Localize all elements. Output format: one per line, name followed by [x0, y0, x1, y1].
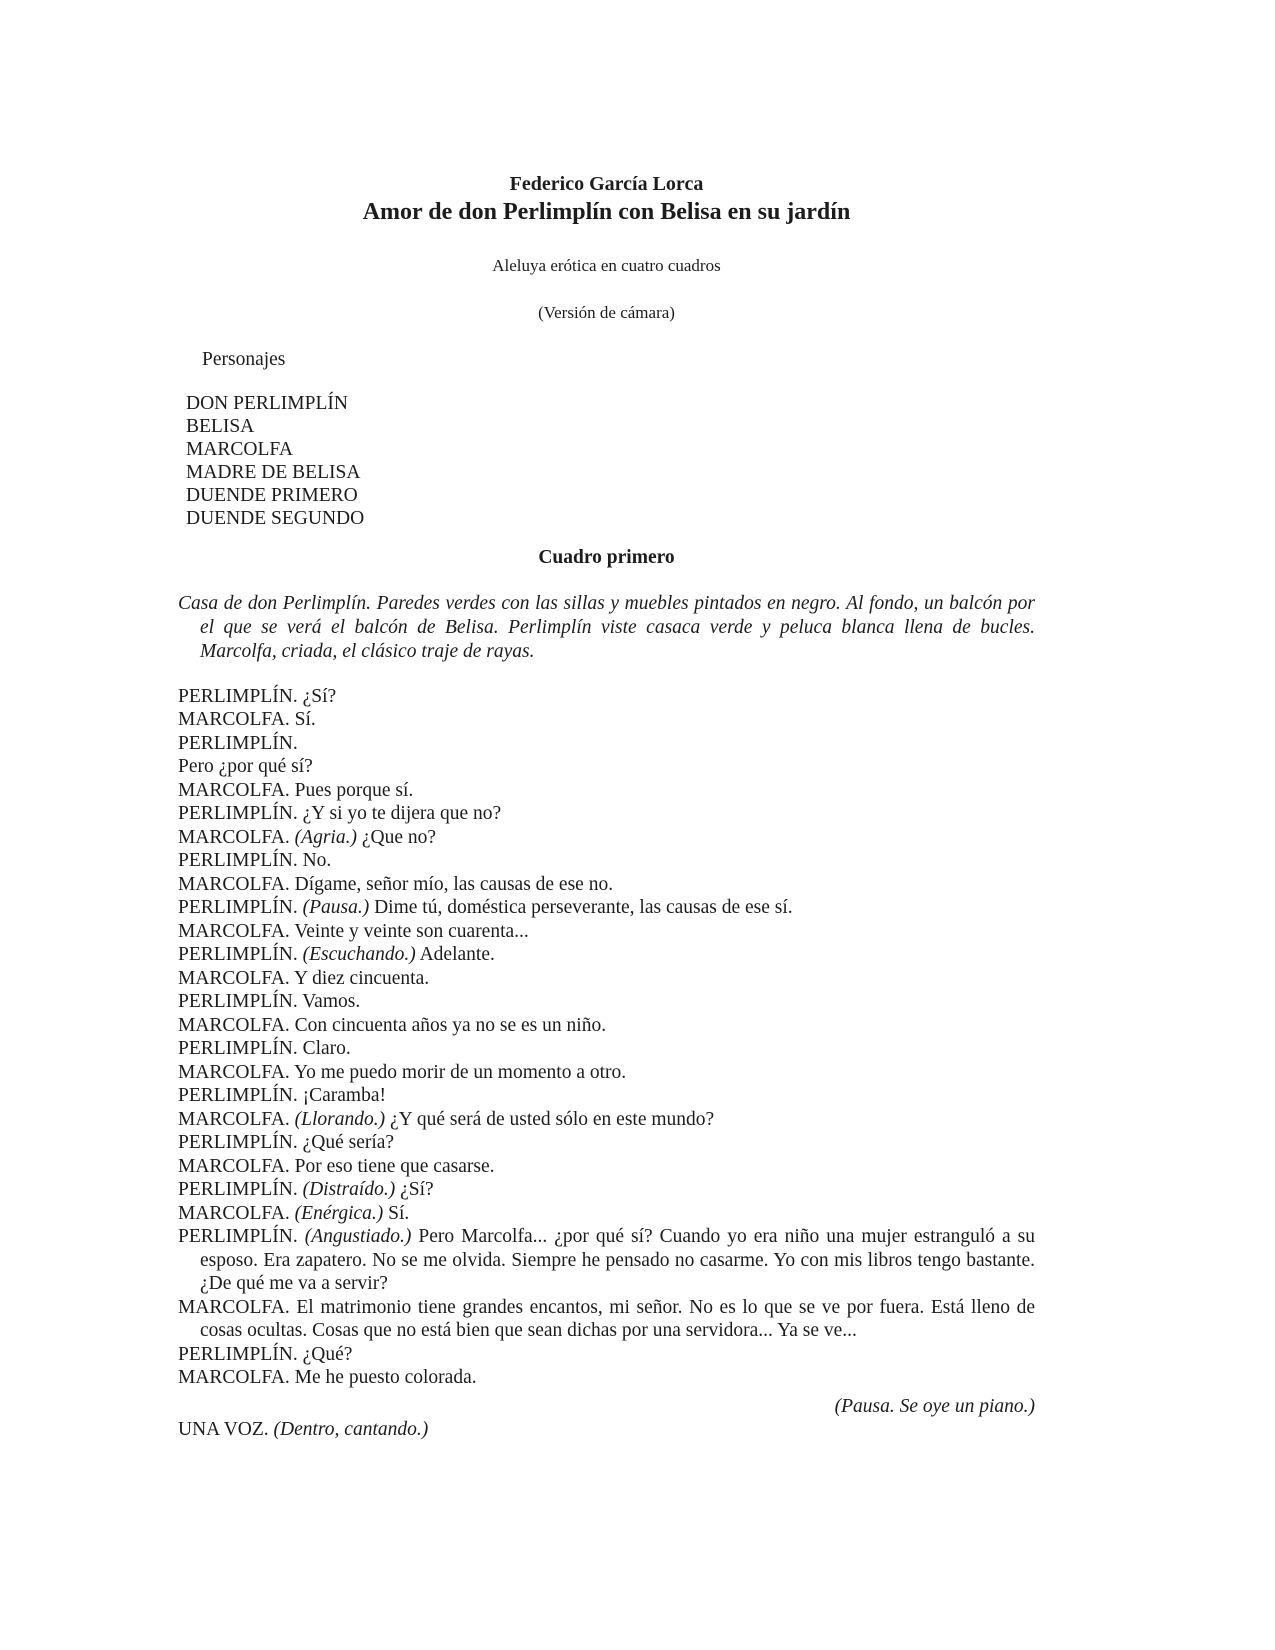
dialogue-speaker: PERLIMPLÍN. [178, 1226, 298, 1247]
dialogue-speaker: PERLIMPLÍN. [178, 1038, 298, 1059]
dialogue-text: Y diez cincuenta. [293, 967, 430, 989]
stage-direction: Casa de don Perlimplín. Paredes verdes con las sillas y muebles pintados en negro. Al fondo, un balcón por el que se verá el balcón de Belisa. Perlimplín viste casaca verde y peluca blanca llena de bucles. Marcolfa, criada, el clásico traje de rayas. [178, 592, 1035, 662]
dialogue-direction: (Distraído.) [302, 1179, 396, 1200]
version-note: (Versión de cámara) [538, 303, 675, 322]
dialogue-direction: (Enérgica.) [294, 1202, 384, 1224]
dialogue-speaker: MARCOLFA. [178, 873, 290, 895]
character-name: MADRE DE BELISA [186, 461, 361, 483]
dialogue-line [178, 1202, 1035, 1226]
dialogue-text: Sí. [388, 1202, 410, 1224]
dialogue-line [178, 1084, 1035, 1108]
dialogue-text: El matrimonio tiene grandes encantos, mi señor. No es lo que se ve por fuera. Está lleno de cosas ocultas. Cosas que no está bien que sean dichas por una servidora... Ya se ve... [200, 1296, 1035, 1341]
dialogue-speaker: PERLIMPLÍN. [178, 803, 298, 824]
dialogue-line [178, 1131, 1035, 1155]
dialogue-text: Me he puesto colorada. [294, 1367, 477, 1388]
dialogue-line [178, 1343, 1035, 1367]
dialogue-speaker: PERLIMPLÍN. [178, 1179, 298, 1200]
dialogue-text: ¿Y qué será de usted sólo en este mundo? [390, 1108, 715, 1130]
dialogue-speaker: MARCOLFA. [178, 1367, 290, 1388]
dialogue-text: Claro. [302, 1038, 351, 1059]
dialogue-speaker: MARCOLFA. [178, 1155, 290, 1177]
dialogue-direction: (Agria.) [294, 826, 357, 848]
dialogue-line [178, 849, 1035, 873]
dialogue-direction: (Llorando.) [294, 1108, 386, 1130]
dialogue-line [178, 708, 1035, 732]
dialogue-speaker: PERLIMPLÍN. [178, 897, 298, 918]
dialogue-line [178, 1225, 1035, 1296]
dialogue-line [178, 1037, 1035, 1061]
dialogue-text: Dime tú, doméstica perseverante, las causas de ese sí. [374, 897, 793, 918]
character-name: BELISA [186, 415, 255, 437]
dialogue-speaker: MARCOLFA. [178, 1014, 290, 1036]
dialogue-speaker: MARCOLFA. [178, 967, 290, 989]
character-name: DUENDE SEGUNDO [186, 507, 365, 529]
dialogue-line [178, 967, 1035, 991]
dialogue-speaker: PERLIMPLÍN. [178, 991, 298, 1012]
dialogue-text: Vamos. [302, 991, 361, 1012]
dialogue-speaker: MARCOLFA. [178, 1296, 290, 1318]
dialogue-line [178, 1108, 1035, 1132]
dialogue-line [178, 802, 1035, 826]
dialogue-line [178, 873, 1035, 897]
dialogue-speaker: PERLIMPLÍN. [178, 944, 298, 965]
dialogue-line [178, 943, 1035, 967]
dialogue-line [178, 896, 1035, 920]
character-name: DUENDE PRIMERO [186, 484, 358, 506]
dialogue-text: Dígame, señor mío, las causas de ese no. [294, 873, 614, 895]
pause-note [178, 1395, 1035, 1419]
dialogue-speaker: UNA VOZ. [178, 1419, 269, 1440]
dialogue-line [178, 1155, 1035, 1179]
dialogue-text: No. [302, 850, 332, 871]
dialogue-speaker: MARCOLFA. [178, 709, 290, 730]
dialogue-text: ¡Caramba! [302, 1085, 386, 1106]
dialogue-text: Pero Marcolfa... ¿por qué sí? Cuando yo era niño una mujer estranguló a su esposo. Era zapatero. No se me olvida. Siempre he pensado no casarme. Yo con mis libros tengo bastante. ¿De qué me va a servir? [200, 1226, 1036, 1294]
dialogue-text: Por eso tiene que casarse. [294, 1155, 495, 1177]
dialogue-line [178, 826, 1035, 850]
dialogue-line [178, 990, 1035, 1014]
dialogue-section [178, 685, 1035, 1442]
dialogue-text: ¿Y si yo te dijera que no? [302, 803, 502, 824]
characters-list [178, 392, 1035, 530]
characters-heading: Personajes [202, 349, 286, 370]
dialogue-text: Veinte y veinte son cuarenta... [294, 920, 529, 942]
dialogue-text: Con cincuenta años ya no se es un niño. [294, 1014, 607, 1036]
dialogue-speaker: MARCOLFA. [178, 1061, 290, 1083]
dialogue-speaker: PERLIMPLÍN. [178, 1085, 298, 1106]
dialogue-line [178, 1061, 1035, 1085]
character-name: MARCOLFA [186, 438, 293, 460]
play-title: Amor de don Perlimplín con Belisa en su jardín [362, 199, 851, 225]
dialogue-speaker: MARCOLFA. [178, 779, 290, 801]
dialogue-direction: (Escuchando.) [302, 944, 416, 965]
dialogue-speaker: PERLIMPLÍN. [178, 1343, 298, 1365]
dialogue-line [178, 920, 1035, 944]
dialogue-text: ¿Qué sería? [302, 1132, 395, 1153]
dialogue-speaker: MARCOLFA. [178, 826, 290, 848]
dialogue-speaker: MARCOLFA. [178, 920, 290, 942]
dialogue-text: ¿Que no? [361, 826, 437, 848]
dialogue-line [178, 755, 1035, 779]
dialogue-text: Pero ¿por qué sí? [178, 756, 313, 777]
dialogue-text: Adelante. [419, 944, 495, 965]
dialogue-text: ¿Sí? [302, 685, 337, 707]
dialogue-speaker: PERLIMPLÍN. [178, 685, 298, 707]
dialogue-direction: (Dentro, cantando.) [273, 1419, 429, 1440]
dialogue-speaker: MARCOLFA. [178, 1108, 290, 1130]
dialogue-text: ¿Sí? [400, 1179, 434, 1200]
dialogue-line [178, 732, 1035, 756]
dialogue-line [178, 1418, 1035, 1442]
dialogue-text: Pues porque sí. [294, 779, 414, 801]
dialogue-direction: (Pausa. Se oye un piano.) [834, 1395, 1035, 1417]
scene-heading: Cuadro primero [538, 546, 675, 568]
dialogue-text: Yo me puedo morir de un momento a otro. [293, 1061, 627, 1083]
dialogue-speaker: PERLIMPLÍN. [178, 850, 298, 871]
dialogue-text: ¿Qué? [302, 1343, 353, 1365]
dialogue-speaker: PERLIMPLÍN. [178, 732, 298, 754]
dialogue-direction: (Pausa.) [302, 897, 370, 918]
play-subtitle: Aleluya erótica en cuatro cuadros [492, 256, 721, 275]
dialogue-line [178, 1014, 1035, 1038]
character-name: DON PERLIMPLÍN [186, 392, 348, 414]
dialogue-line [178, 685, 1035, 709]
author-name: Federico García Lorca [509, 173, 704, 195]
dialogue-speaker: PERLIMPLÍN. [178, 1132, 298, 1153]
dialogue-text: Sí. [294, 709, 316, 730]
dialogue-speaker: MARCOLFA. [178, 1202, 290, 1224]
dialogue-line [178, 1296, 1035, 1343]
dialogue-line [178, 779, 1035, 803]
dialogue-line [178, 1178, 1035, 1202]
dialogue-line [178, 1366, 1035, 1390]
dialogue-direction: (Angustiado.) [304, 1226, 412, 1247]
